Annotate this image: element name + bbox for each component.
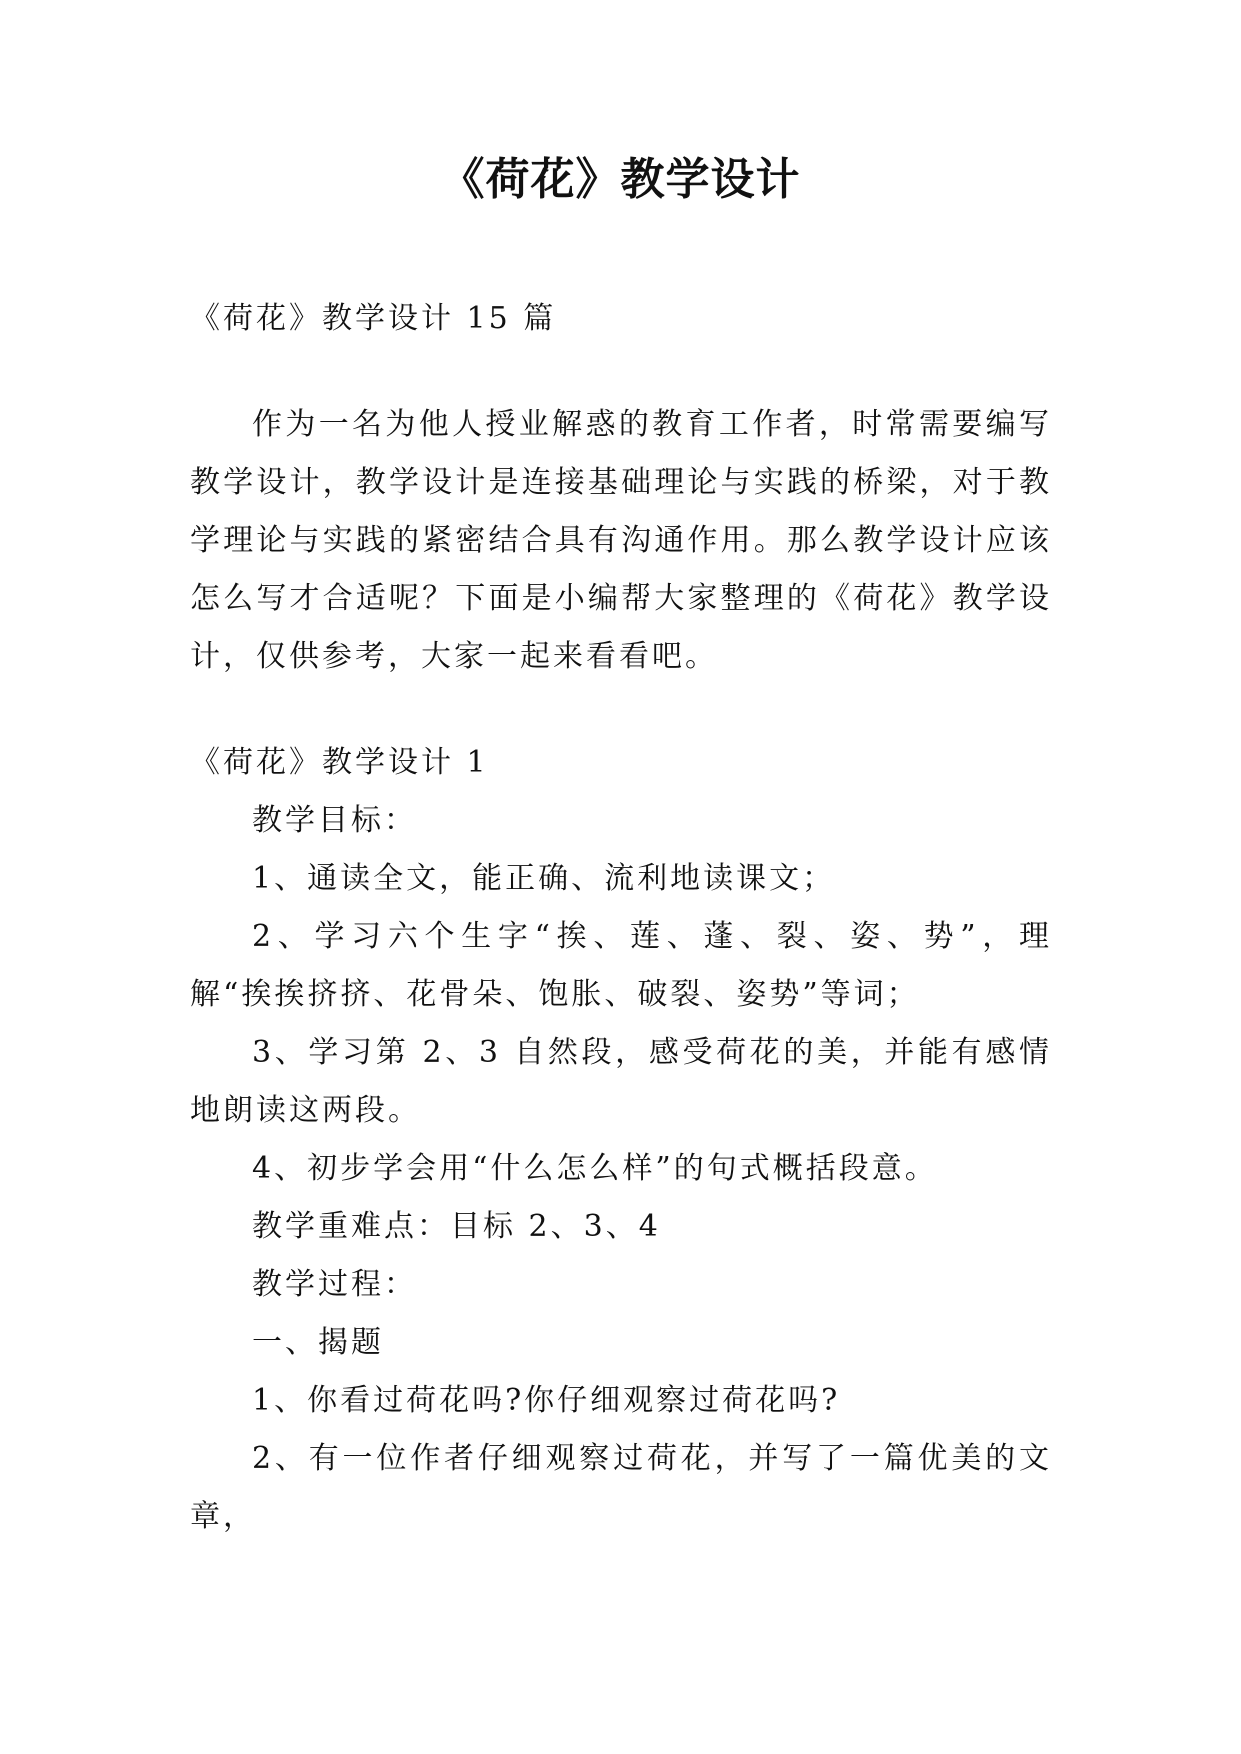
section-line: 4、初步学会用“什么怎么样”的句式概括段意。 <box>252 1151 938 1186</box>
section-line: 一、揭题 <box>252 1325 384 1360</box>
section-line: 教学目标： <box>252 803 417 838</box>
subtitle: 《荷花》教学设计 15 篇 <box>190 301 557 336</box>
section-line: 2、有一位作者仔细观察过荷花，并写了一篇优美的文章， <box>190 1441 1052 1534</box>
document-title: 《荷花》教学设计 <box>440 154 801 205</box>
section-line: 3、学习第 2、3 自然段，感受荷花的美，并能有感情地朗读这两段。 <box>190 1035 1052 1128</box>
document-body <box>190 290 1052 1546</box>
intro-paragraph: 作为一名为他人授业解惑的教育工作者，时常需要编写教学设计，教学设计是连接基础理论与实践的桥梁，对于教学理论与实践的紧密结合具有沟通作用。那么教学设计应该怎么写才合适呢？下面是小编帮大家整理的《荷花》教学设计，仅供参考，大家一起来看看吧。 <box>190 407 1052 674</box>
section-heading: 《荷花》教学设计 1 <box>190 745 489 780</box>
section-line: 教学过程： <box>252 1267 417 1302</box>
section-line: 教学重难点：目标 2、3、4 <box>252 1209 661 1244</box>
section-line: 2、学习六个生字“挨、莲、蓬、裂、姿、势”，理解“挨挨挤挤、花骨朵、饱胀、破裂、姿势”等词； <box>190 919 1052 1012</box>
section-line: 1、你看过荷花吗?你仔细观察过荷花吗? <box>252 1383 841 1418</box>
section-line: 1、通读全文，能正确、流利地读课文； <box>252 861 836 896</box>
